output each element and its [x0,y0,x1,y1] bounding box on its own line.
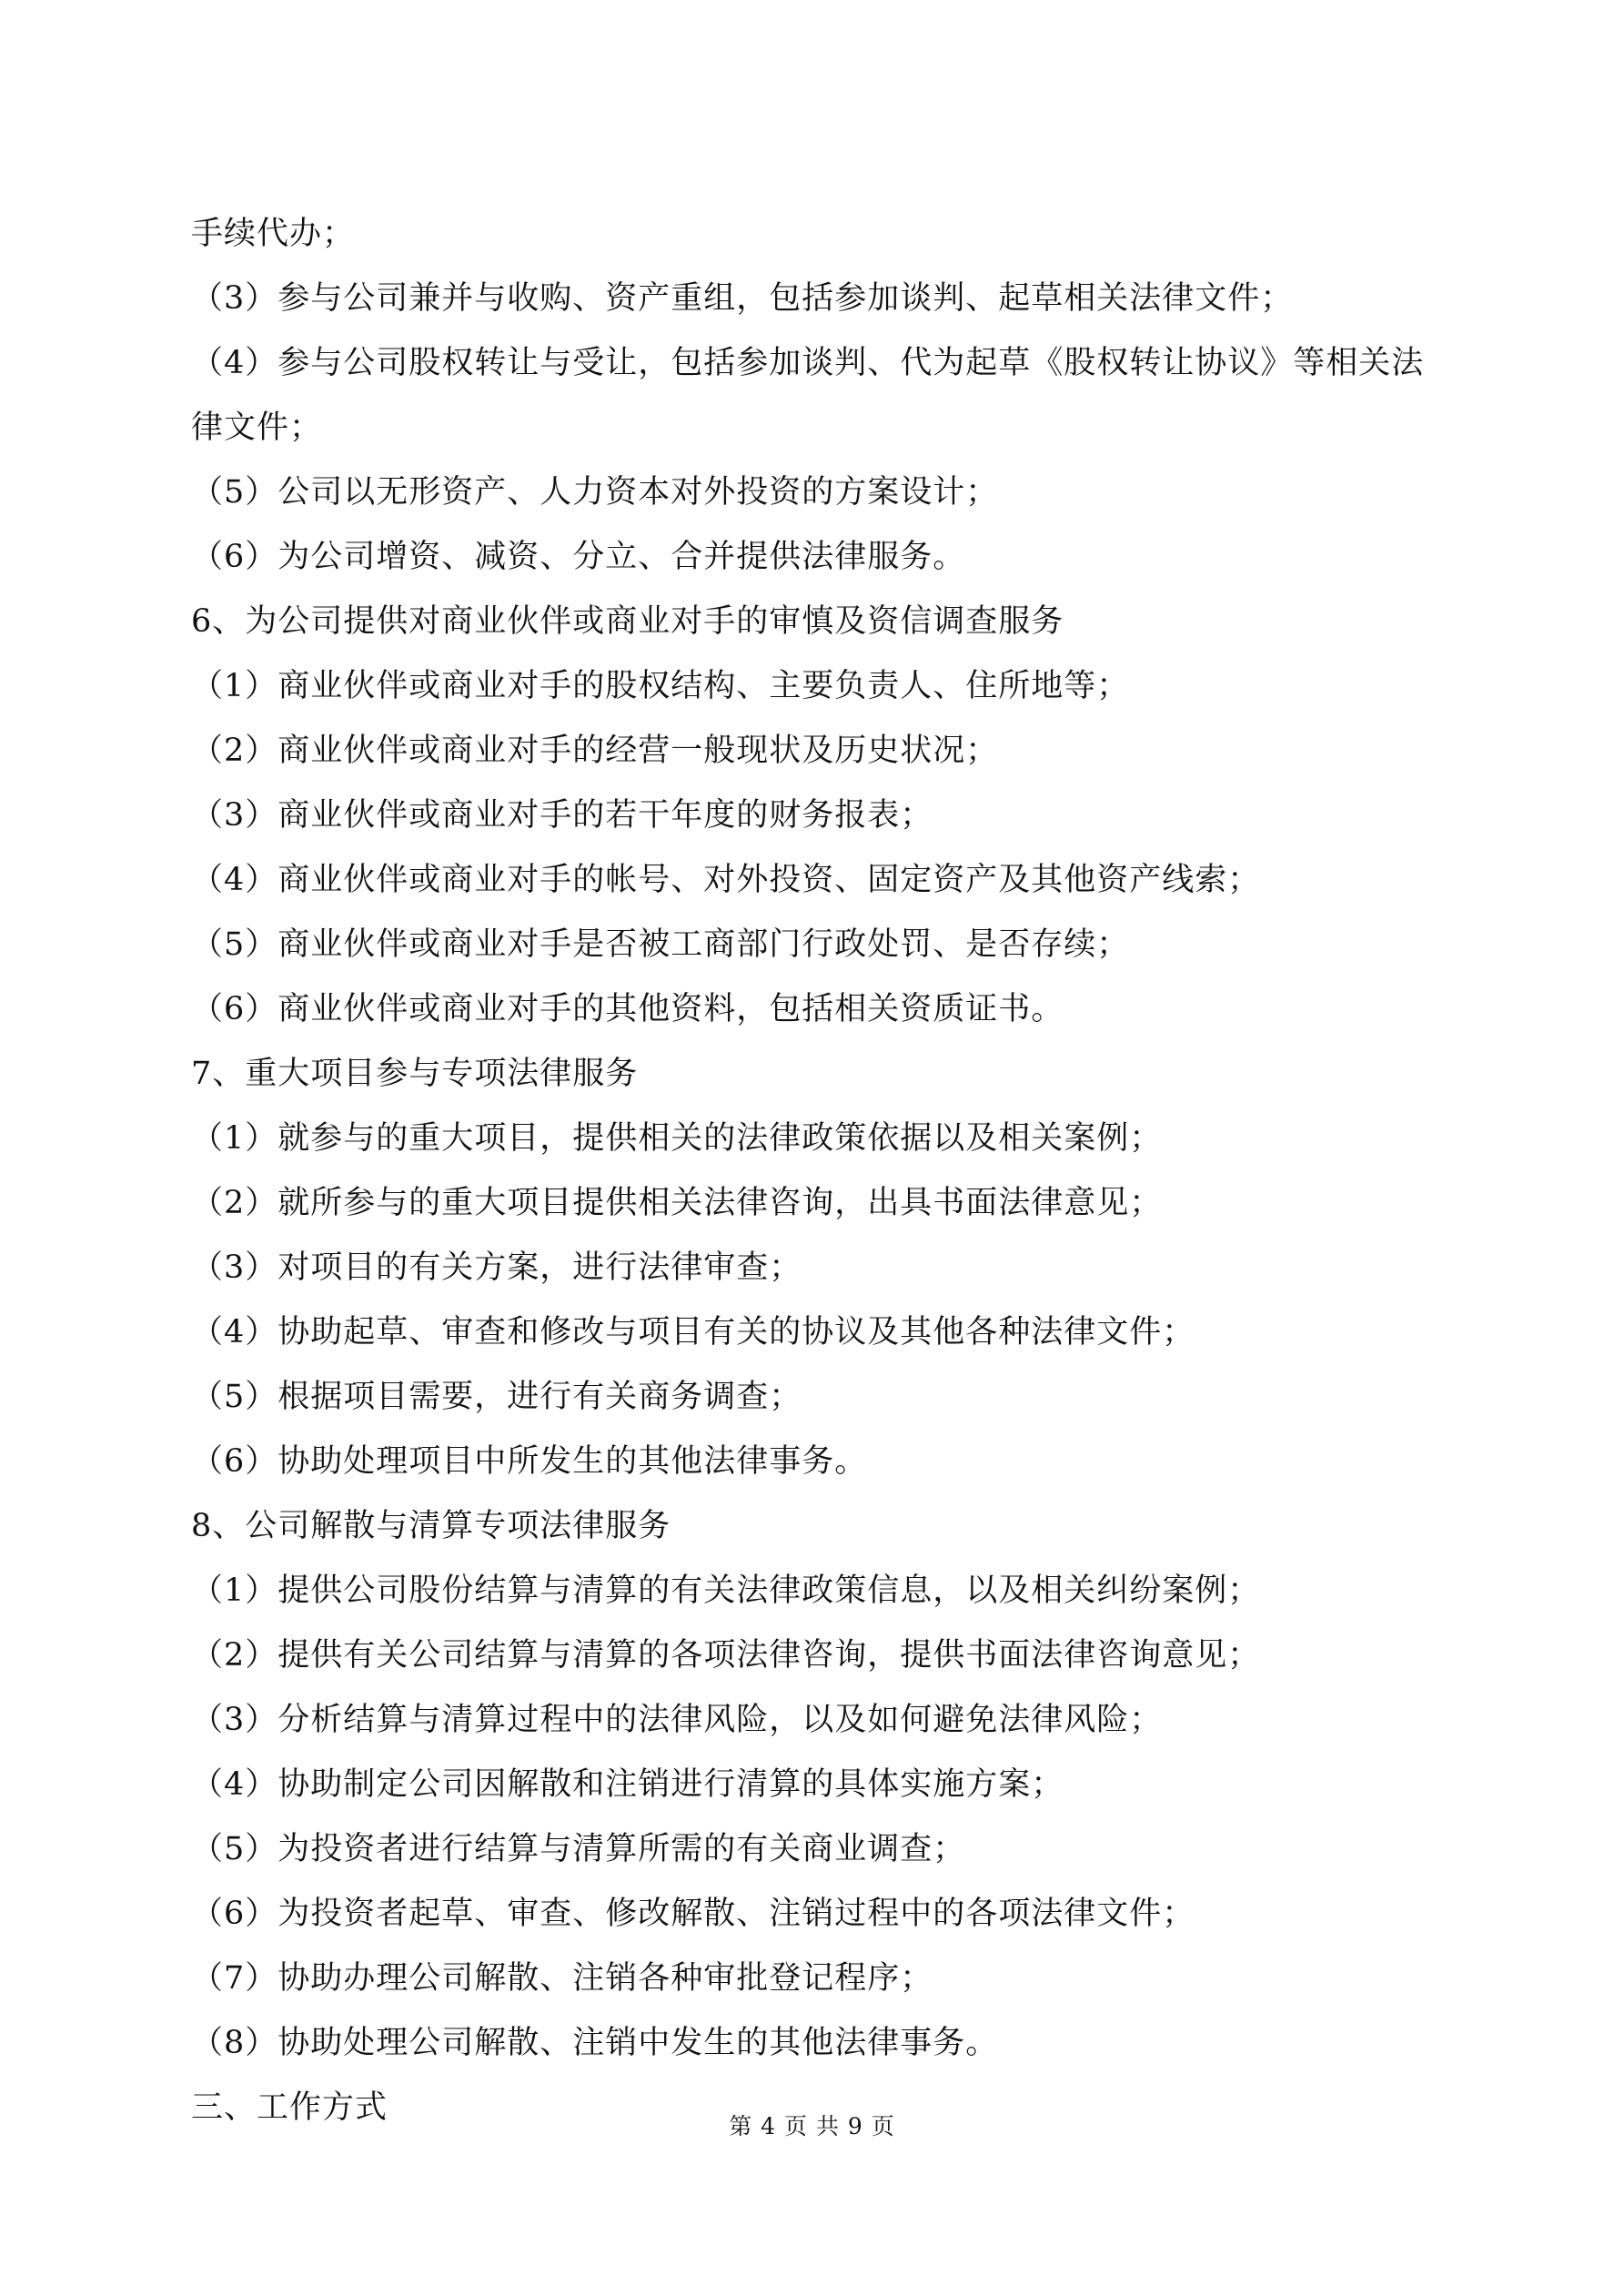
page-number-footer: 第 4 页 共 9 页 [729,2113,895,2139]
text-line: （6）为投资者起草、审查、修改解散、注销过程中的各项法律文件； [191,1896,1195,1932]
text-line: （2）就所参与的重大项目提供相关法律咨询，出具书面法律意见； [191,1185,1163,1221]
text-line: （5）为投资者进行结算与清算所需的有关商业调查； [191,1831,966,1867]
text-line: （4）协助制定公司因解散和注销进行清算的具体实施方案； [191,1766,1064,1803]
text-line: （4）参与公司股权转让与受让，包括参加谈判、代为起草《股权转让协议》等相关法 [191,345,1425,381]
text-line: （6）协助处理项目中所发生的其他法律事务。 [191,1443,868,1480]
section-heading: 6、为公司提供对商业伙伴或商业对手的审慎及资信调查服务 [191,603,1064,640]
text-line: （5）商业伙伴或商业对手是否被工商部门行政处罚、是否存续； [191,926,1130,963]
text-line: （4）协助起草、审查和修改与项目有关的协议及其他各种法律文件； [191,1314,1195,1350]
text-line: （3）商业伙伴或商业对手的若干年度的财务报表； [191,797,933,834]
text-line: （3）对项目的有关方案，进行法律审查； [191,1249,802,1286]
text-line: （1）就参与的重大项目，提供相关的法律政策依据以及相关案例； [191,1120,1163,1157]
text-line: （8）协助处理公司解散、注销中发生的其他法律事务。 [191,2025,999,2061]
document-body [191,202,1437,2140]
text-line: 手续代办； [191,216,356,252]
text-line: （3）参与公司兼并与收购、资产重组，包括参加谈判、起草相关法律文件； [191,280,1294,317]
section-heading: 7、重大项目参与专项法律服务 [191,1056,639,1092]
text-line: （1）商业伙伴或商业对手的股权结构、主要负责人、住所地等； [191,668,1130,704]
text-line: （3）分析结算与清算过程中的法律风险，以及如何避免法律风险； [191,1702,1163,1738]
text-line: （1）提供公司股份结算与清算的有关法律政策信息，以及相关纠纷案例； [191,1573,1261,1609]
text-line: （2）商业伙伴或商业对手的经营一般现状及历史状况； [191,733,999,769]
text-line: （5）根据项目需要，进行有关商务调查； [191,1379,802,1415]
text-line: （2）提供有关公司结算与清算的各项法律咨询，提供书面法律咨询意见； [191,1637,1261,1674]
text-line: （6）为公司增资、减资、分立、合并提供法律服务。 [191,539,966,575]
text-line: 律文件； [191,410,323,446]
text-line: （4）商业伙伴或商业对手的帐号、对外投资、固定资产及其他资产线索； [191,862,1261,898]
section-heading: 8、公司解散与清算专项法律服务 [191,1508,671,1544]
text-line: （5）公司以无形资产、人力资本对外投资的方案设计； [191,474,999,511]
text-line: （6）商业伙伴或商业对手的其他资料，包括相关资质证书。 [191,991,1064,1027]
chapter-heading: 三、工作方式 [191,2089,388,2126]
text-line: （7）协助办理公司解散、注销各种审批登记程序； [191,1960,933,1997]
